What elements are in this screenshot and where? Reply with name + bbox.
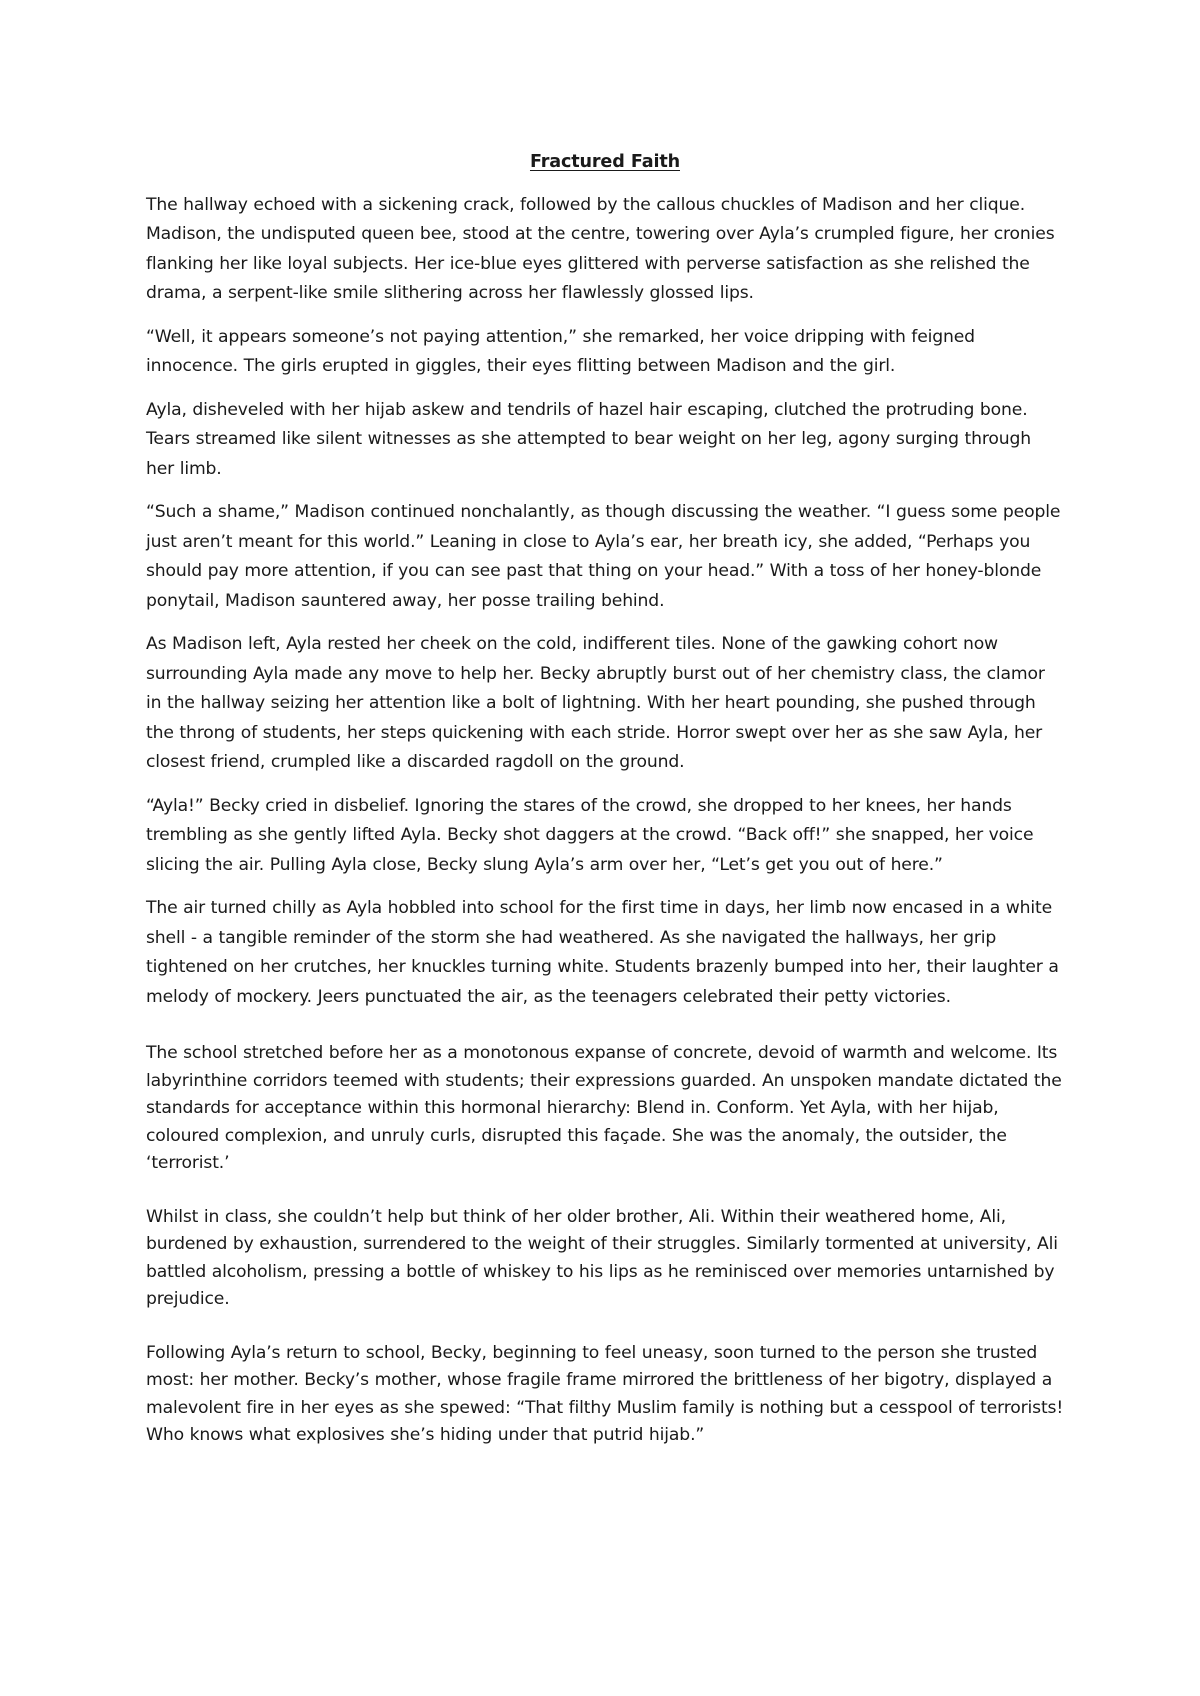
document-body bbox=[146, 148, 1064, 1464]
paragraph: The air turned chilly as Ayla hobbled into school for the first time in days, her limb now encased in a white shell - a tangible reminder of the storm she had weathered. As she navigated the hallways, her grip tightened on her crutches, her knuckles turning white. Students brazenly bumped into her, their laughter a melody of mockery. Jeers punctuated the air, as the teenagers celebrated their petty victories. bbox=[146, 898, 1059, 1007]
paragraph: The hallway echoed with a sickening crack, followed by the callous chuckles of Madison and her clique. Madison, the undisputed queen bee, stood at the centre, towering over Ayla’s crumpled figure, her cronies flanking her like loyal subjects. Her ice-blue eyes glittered with perverse satisfaction as she relished the drama, a serpent-like smile slithering across her flawlessly glossed lips. bbox=[146, 194, 1055, 303]
paragraph: Ayla, disheveled with her hijab askew and tendrils of hazel hair escaping, clutched the protruding bone. Tears streamed like silent witnesses as she attempted to bear weight on her leg, agony surging through her limb. bbox=[146, 399, 1031, 479]
paragraph: “Ayla!” Becky cried in disbelief. Ignoring the stares of the crowd, she dropped to her knees, her hands trembling as she gently lifted Ayla. Becky shot daggers at the crowd. “Back off!” she snapped, her voice slicing the air. Pulling Ayla close, Becky slung Ayla’s arm over her, “Let’s get you out of here.” bbox=[146, 795, 1034, 875]
paragraph: The school stretched before her as a monotonous expanse of concrete, devoid of warmth and welcome. Its labyrinthine corridors teemed with students; their expressions guarded. An unspoken mandate dictated the standards for acceptance within this hormonal hierarchy: Blend in. Conform. Yet Ayla, with her hijab, coloured complexion, and unruly curls, disrupted this façade. She was the anomaly, the outsider, the ‘terrorist.’ bbox=[146, 1043, 1062, 1173]
paragraph: “Such a shame,” Madison continued nonchalantly, as though discussing the weather. “I guess some people just aren’t meant for this world.” Leaning in close to Ayla’s ear, her breath icy, she added, “Perhaps you should pay more attention, if you can see past that thing on your head.” With a toss of her honey-blonde ponytail, Madison sauntered away, her posse trailing behind. bbox=[146, 502, 1061, 611]
paragraph: Whilst in class, she couldn’t help but think of her older brother, Ali. Within their weathered home, Ali, burdened by exhaustion, surrendered to the weight of their struggles. Similarly tormented at university, Ali battled alcoholism, pressing a bottle of whiskey to his lips as he reminisced over memories untarnished by prejudice. bbox=[146, 1206, 1058, 1309]
paragraph: As Madison left, Ayla rested her cheek on the cold, indifferent tiles. None of the gawking cohort now surrounding Ayla made any move to help her. Becky abruptly burst out of her chemistry class, the clamor in the hallway seizing her attention like a bolt of lightning. With her heart pounding, she pushed through the throng of students, her steps quickening with each stride. Horror swept over her as she saw Ayla, her closest friend, crumpled like a discarded ragdoll on the ground. bbox=[146, 634, 1045, 772]
paragraph: “Well, it appears someone’s not paying attention,” she remarked, her voice dripping with feigned innocence. The girls erupted in giggles, their eyes flitting between Madison and the girl. bbox=[146, 326, 975, 376]
paragraph: Following Ayla’s return to school, Becky, beginning to feel uneasy, soon turned to the person she trusted most: her mother. Becky’s mother, whose fragile frame mirrored the brittleness of her bigotry, displayed a malevolent fire in her eyes as she spewed: “That filthy Muslim family is nothing but a cesspool of terrorists! Who knows what explosives she’s hiding under that putrid hijab.” bbox=[146, 1342, 1064, 1445]
document-title: Fractured Faith bbox=[529, 152, 680, 172]
